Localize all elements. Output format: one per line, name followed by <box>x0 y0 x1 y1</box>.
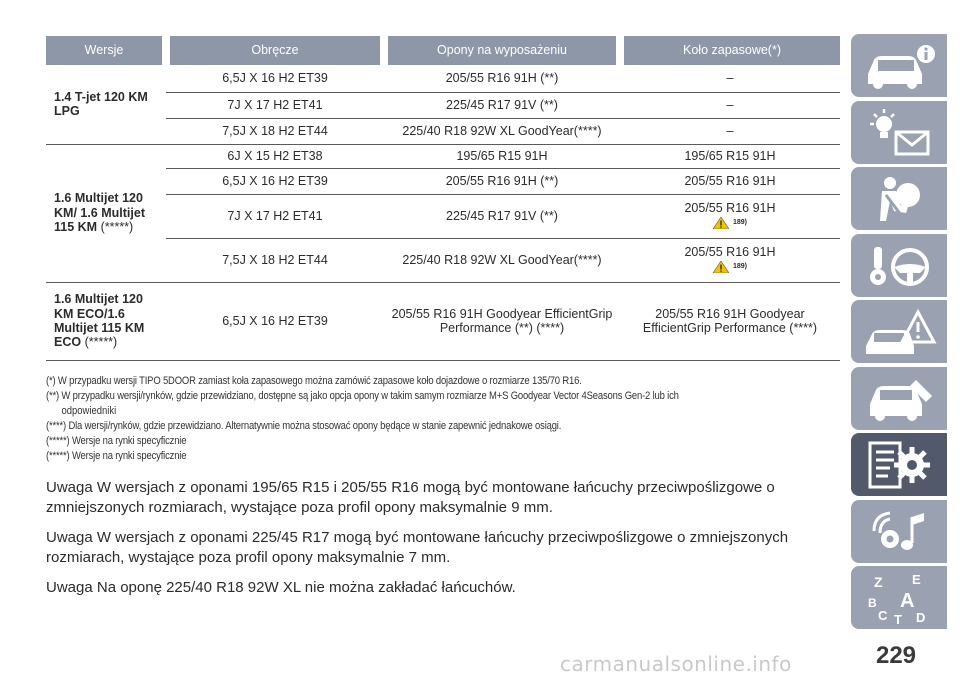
rim-cell <box>166 65 384 92</box>
page-number: 229 <box>875 642 917 669</box>
table-row <box>46 194 840 238</box>
rim-cell <box>166 144 384 168</box>
rim-value: 7J X 17 H2 ET41 <box>227 97 323 112</box>
rim-cell <box>166 92 384 118</box>
tyre-cell <box>384 168 620 194</box>
footnote: (*****) Wersje na rynki specyficznie <box>46 450 187 462</box>
table-body <box>46 65 840 360</box>
spare-value: 205/55 R16 91H <box>684 173 776 188</box>
spare-cell <box>620 65 840 92</box>
spare-value: 205/55 R16 91H <box>684 200 776 215</box>
tyre-cell <box>384 118 620 144</box>
rim-value: 7,5J X 18 H2 ET44 <box>222 252 328 267</box>
note-paragraph: Uwaga W wersjach z oponami 195/65 R15 i 205/55 R16 mogą być montowane łańcuchy przeciwpoślizgowe o zmniejszonych rozmiarach, wystające poza profil opony maksymalnie 9 mm. <box>46 479 775 516</box>
table-row <box>46 168 840 194</box>
index-letter: Z <box>874 573 883 590</box>
header-rims: Obręcze <box>166 36 384 65</box>
multimedia-icon <box>860 505 938 557</box>
tyre-value: 225/40 R18 92W XL GoodYear(****) <box>402 252 602 267</box>
sidebar-tab-emergency[interactable] <box>851 300 947 363</box>
tyre-value: 205/55 R16 91H Goodyear EfficientGrip Performance (**) (****) <box>391 306 613 335</box>
warning-triangle-icon <box>713 217 729 229</box>
note-paragraph: Uwaga Na oponę 225/40 R18 92W XL nie można zakładać łańcuchów. <box>46 579 516 596</box>
tyre-value: 205/55 R16 91H (**) <box>445 173 559 188</box>
rim-value: 6J X 15 H2 ET38 <box>227 148 323 163</box>
footnote: (*****) Wersje na rynki specyficznie <box>46 435 187 447</box>
rim-cell <box>166 282 384 360</box>
dashboard-lights-icon <box>860 106 938 158</box>
tyre-cell <box>384 282 620 360</box>
index-letter: B <box>868 595 877 610</box>
warning-reference <box>626 217 834 231</box>
version-name: 1.4 T-jet 120 KM LPG <box>54 89 148 119</box>
index-letter: A <box>900 589 915 612</box>
table-row <box>46 282 840 360</box>
notes-section <box>46 478 841 608</box>
spare-cell <box>620 238 840 282</box>
version-cell <box>46 144 166 282</box>
warning-badge <box>713 261 747 273</box>
version-cell <box>46 282 166 360</box>
spare-cell <box>620 144 840 168</box>
footnote-continuation: odpowiedniki <box>61 405 117 417</box>
rim-value: 6,5J X 16 H2 ET39 <box>222 313 328 328</box>
car-maintenance-icon <box>860 372 938 424</box>
car-info-icon <box>860 40 938 92</box>
rim-value: 6,5J X 16 H2 ET39 <box>222 71 328 86</box>
version-note: (*****) <box>81 335 118 350</box>
index-letter: C <box>878 607 888 623</box>
spare-cell <box>620 282 840 360</box>
rim-value: 6,5J X 16 H2 ET39 <box>222 173 328 188</box>
warning-triangle-icon <box>713 261 729 273</box>
sidebar-tab-dashboard-lights[interactable] <box>851 101 947 164</box>
index-letter: E <box>912 571 921 587</box>
index-letter: D <box>916 609 926 625</box>
tyre-value: 225/40 R18 92W XL GoodYear(****) <box>402 123 602 138</box>
watermark: carmanualsonline.info <box>560 652 792 676</box>
index-letter: T <box>894 611 902 626</box>
spare-cell <box>620 118 840 144</box>
table-row <box>46 65 840 92</box>
header-tyres: Opony na wyposażeniu <box>384 36 620 65</box>
warning-badge <box>713 217 747 229</box>
footnotes <box>46 374 734 464</box>
tyre-cell <box>384 65 620 92</box>
table-row <box>46 118 840 144</box>
tyre-cell <box>384 238 620 282</box>
version-cell <box>46 65 166 144</box>
tyre-value: 225/45 R17 91V (**) <box>446 208 558 223</box>
sidebar-tab-multimedia[interactable] <box>851 500 947 563</box>
header-spare-wheel: Koło zapasowe(*) <box>620 36 840 65</box>
rim-value: 7J X 17 H2 ET41 <box>227 208 323 223</box>
spare-value: – <box>726 123 734 138</box>
sidebar-tab-safety[interactable] <box>851 167 947 230</box>
sidebar-tab-index[interactable] <box>851 566 947 629</box>
table-row <box>46 144 840 168</box>
spare-value: 205/55 R16 91H Goodyear EfficientGrip Performance (****) <box>642 306 818 335</box>
spare-value: – <box>726 71 734 86</box>
table-row <box>46 92 840 118</box>
sidebar-tab-maintenance[interactable] <box>851 367 947 430</box>
emergency-car-icon <box>860 306 938 358</box>
sidebar-tab-car-info[interactable] <box>851 34 947 97</box>
rim-cell <box>166 194 384 238</box>
spare-cell <box>620 194 840 238</box>
table-row <box>46 238 840 282</box>
footnote: (*) W przypadku wersji TIPO 5DOOR zamiast koła zapasowego można zamówić zapasowe koło dojazdowe o rozmiarze 135/70 R16. <box>46 375 582 387</box>
tyre-cell <box>384 92 620 118</box>
rim-value: 7,5J X 18 H2 ET44 <box>222 123 328 138</box>
tyre-cell <box>384 144 620 168</box>
spare-value: 205/55 R16 91H <box>684 244 776 259</box>
spare-cell <box>620 168 840 194</box>
technical-data-gear-icon <box>860 437 938 493</box>
version-name: 1.6 Multijet 120 KM ECO/1.6 Multijet 115 KM ECO <box>54 292 145 350</box>
header-versions: Wersje <box>46 36 166 65</box>
tyre-cell <box>384 194 620 238</box>
warning-ref-number: 189) <box>732 219 747 227</box>
warning-reference <box>626 261 834 275</box>
rim-cell <box>166 238 384 282</box>
footnote: (****) Dla wersji/rynków, gdzie przewidziano. Alternatywnie można stosować opony będące w stanie zapewnić jednakowe osiągi. <box>46 420 562 432</box>
tyre-value: 205/55 R16 91H (**) <box>445 71 559 86</box>
spare-cell <box>620 92 840 118</box>
tyre-value: 225/45 R17 91V (**) <box>446 97 558 112</box>
rim-cell <box>166 168 384 194</box>
spare-value: 195/65 R15 91H <box>684 148 776 163</box>
spare-value: – <box>726 97 734 112</box>
tyre-spec-table <box>46 36 840 361</box>
alphabetical-index-icon <box>860 570 938 626</box>
safety-airbag-icon <box>860 173 938 225</box>
table-header-row <box>46 36 840 65</box>
sidebar-tab-technical-data[interactable] <box>851 433 947 496</box>
footnote: (**) W przypadku wersji/rynków, gdzie przewidziano, dostępne są jako opcja opony w takim samym rozmiarze M+S Goodyear Vector 4Seasons Gen-2 lub ich <box>46 390 679 402</box>
version-name: 1.6 Multijet 120 KM/ 1.6 Multijet 115 KM <box>54 191 145 235</box>
tyre-value: 195/65 R15 91H <box>456 148 548 163</box>
note-paragraph: Uwaga W wersjach z oponami 225/45 R17 mogą być montowane łańcuchy przeciwpoślizgowe o zmniejszonych rozmiarach, wystające poza profil opony maksymalnie 7 mm. <box>46 529 789 566</box>
version-note: (*****) <box>97 220 134 235</box>
sidebar-tab-starting-driving[interactable] <box>851 234 947 297</box>
key-steering-wheel-icon <box>860 239 938 291</box>
rim-cell <box>166 118 384 144</box>
chapter-sidebar <box>851 34 947 633</box>
warning-ref-number: 189) <box>732 263 747 271</box>
